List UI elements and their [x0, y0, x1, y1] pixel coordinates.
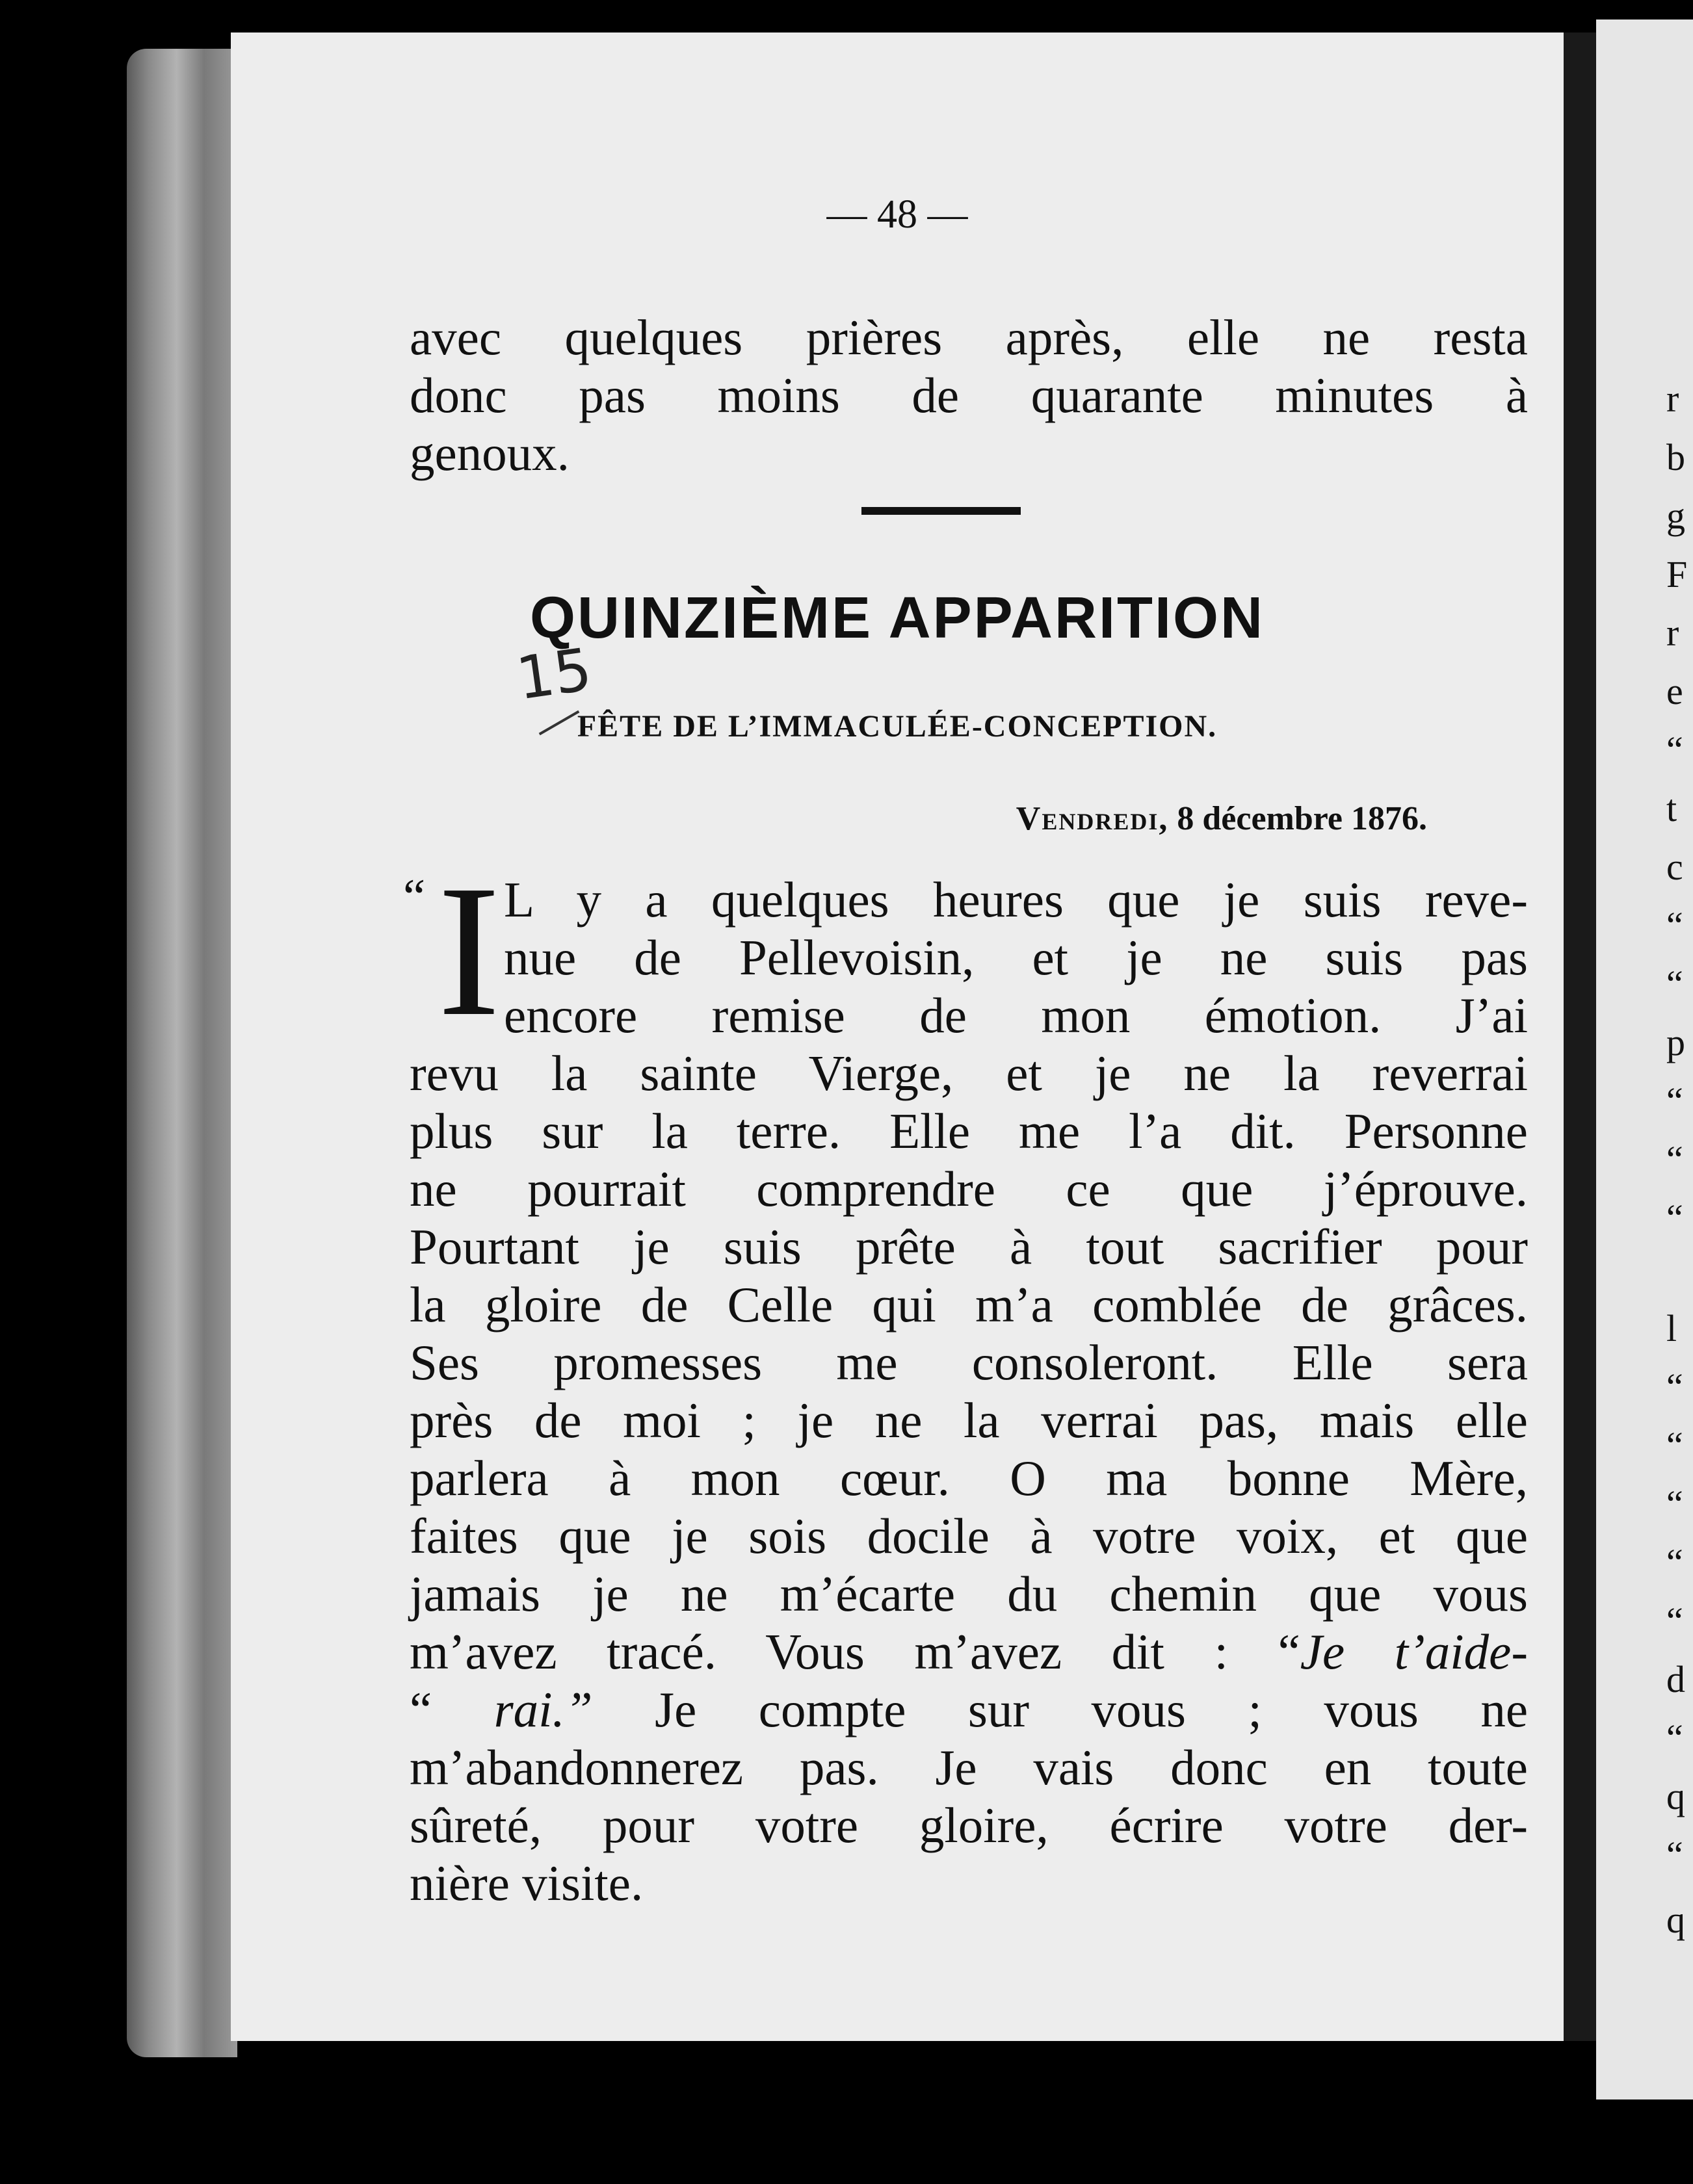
section-divider [861, 507, 1021, 515]
next-page-char: q [1666, 1899, 1685, 1941]
handwritten-margin-note: 15 [512, 635, 596, 714]
next-page-char: r [1666, 612, 1679, 654]
next-page-char: “ [1666, 1834, 1683, 1876]
page-number: — 48 — [826, 192, 968, 237]
body-paragraph [410, 871, 1528, 1912]
next-page-char: F [1666, 553, 1688, 595]
paragraph-line [410, 1681, 1528, 1739]
next-page-char: q [1666, 1775, 1685, 1817]
opening-quote-mark: “ [403, 868, 426, 924]
next-page-char: “ [1666, 1600, 1683, 1642]
paragraph-line: parlera à mon cœur. O ma bonne Mère, [410, 1450, 1528, 1506]
paragraph-line: Pourtant je suis prête à tout sacrifier pour [410, 1219, 1528, 1275]
next-page-char: c [1666, 846, 1683, 888]
next-page-char: “ [1666, 1197, 1683, 1239]
next-page-char: “ [1666, 1138, 1683, 1180]
next-page-char: “ [1666, 1717, 1683, 1759]
paragraph-line: encore remise de mon émotion. J’ai [504, 987, 1528, 1043]
next-page-char: e [1666, 670, 1683, 712]
next-page-char: p [1666, 1021, 1685, 1063]
next-page-char: “ [1666, 1541, 1683, 1583]
paragraph-line: revu la sainte Vierge, et je ne la reverrai [410, 1045, 1528, 1101]
next-page-char: “ [1666, 729, 1683, 771]
paragraph-line: faites que je sois docile à votre voix, et que [410, 1508, 1528, 1564]
book-page-edges [127, 49, 237, 2057]
paragraph-line: plus sur la terre. Elle me l’a dit. Personne [410, 1103, 1528, 1159]
dateline [1016, 800, 1427, 838]
next-page-char: “ [1666, 904, 1683, 946]
next-page-char: “ [1666, 1424, 1683, 1466]
line-segment: m’avez tracé. Vous m’avez dit : “ [410, 1624, 1300, 1680]
next-page-char: b [1666, 436, 1685, 478]
next-page-fragment [1596, 20, 1693, 2100]
next-page-char: t [1666, 787, 1677, 829]
dateline-day: Vendredi, [1016, 800, 1169, 837]
dateline-date: 8 décembre 1876. [1177, 800, 1427, 837]
paragraph-line: nière visite. [410, 1855, 644, 1911]
next-page-char: “ [1666, 1483, 1683, 1525]
paragraph-line: genoux. [410, 425, 570, 481]
paragraph-line: sûreté, pour votre gloire, écrire votre der- [410, 1797, 1528, 1853]
paragraph-line [410, 1623, 1528, 1681]
next-page-char: d [1666, 1658, 1685, 1700]
paragraph-line: nue de Pellevoisin, et je ne suis pas [504, 930, 1528, 985]
line-segment: Je compte sur vous ; vous ne [592, 1682, 1528, 1737]
section-title: QUINZIÈME APPARITION [529, 586, 1265, 651]
book-gutter [1564, 32, 1596, 2041]
section-subtitle: FÊTE DE L’IMMACULÉE-CONCEPTION. [577, 709, 1218, 744]
next-page-char: “ [1666, 963, 1683, 1005]
top-paragraph [410, 309, 1528, 482]
italic-quote: Je t’aide- [1300, 1624, 1528, 1680]
next-page-char: g [1666, 495, 1685, 537]
next-page-char: l [1666, 1307, 1677, 1349]
paragraph-line: avec quelques prières après, elle ne resta [410, 309, 1528, 365]
paragraph-line: donc pas moins de quarante minutes à [410, 367, 1528, 423]
paragraph-line: jamais je ne m’écarte du chemin que vous [410, 1566, 1528, 1622]
paragraph-line: près de moi ; je ne la verrai pas, mais elle [410, 1392, 1528, 1448]
line-segment: “ [410, 1682, 494, 1737]
italic-quote: rai.” [493, 1682, 593, 1737]
next-page-char: “ [1666, 1366, 1683, 1408]
book-page [231, 32, 1564, 2041]
next-page-char: “ [1666, 1080, 1683, 1122]
next-page-char: r [1666, 378, 1679, 420]
paragraph-line: Ses promesses me consoleront. Elle sera [410, 1334, 1528, 1390]
paragraph-line: la gloire de Celle qui m’a comblée de grâces. [410, 1277, 1528, 1332]
paragraph-line: L y a quelques heures que je suis reve- [504, 872, 1528, 928]
paragraph-line: m’abandonnerez pas. Je vais donc en toute [410, 1739, 1528, 1795]
paragraph-line: ne pourrait comprendre ce que j’éprouve. [410, 1161, 1528, 1217]
drop-cap: I [438, 846, 501, 1055]
